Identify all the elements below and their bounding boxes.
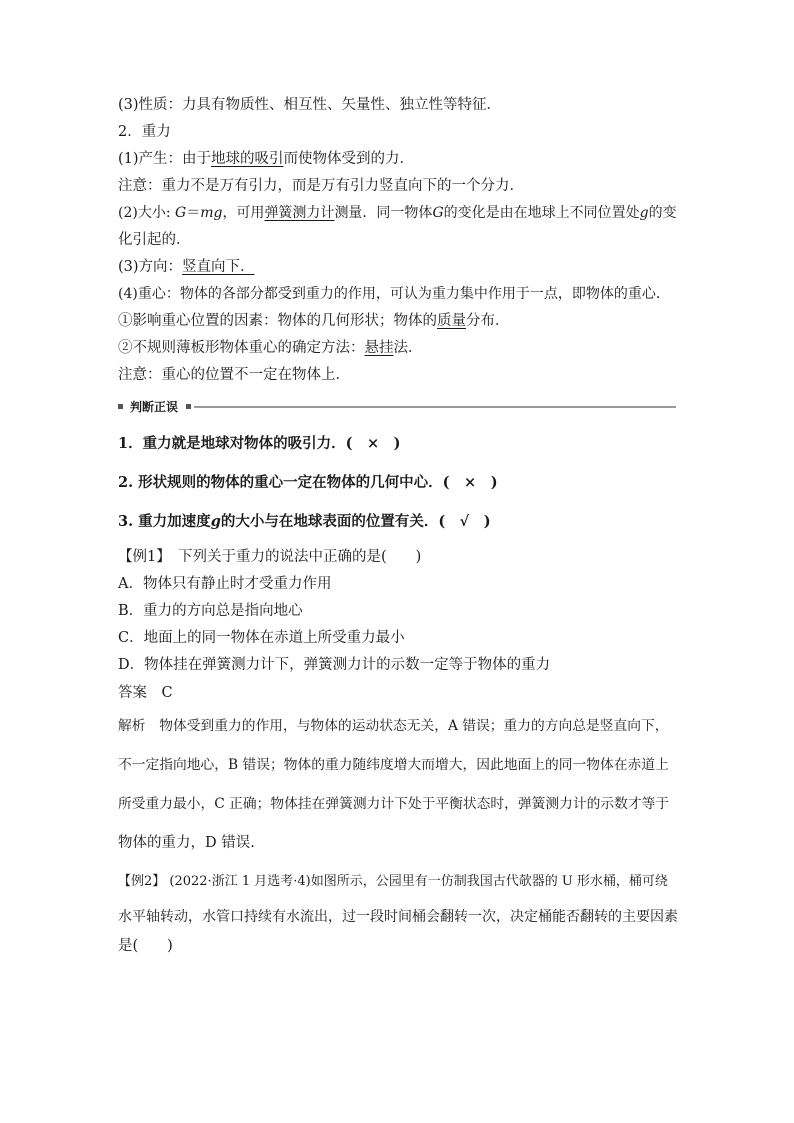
example-2-line-2: 水平轴转动，水管口持续有水流出，过一段时间桶会翻转一次，决定桶能否翻转的主要因素 xyxy=(118,909,678,925)
divider-square-left-icon xyxy=(118,404,123,409)
center-line: (4)重心：物体的各部分都受到重力的作用，可认为重力集中作用于一点，即物体的重心． xyxy=(118,286,670,302)
factor-underline: 质量 xyxy=(437,313,466,329)
judge-item-3-suffix: 的大小与在地球表面的位置有关．( √ ) xyxy=(220,513,491,530)
formula-G: G xyxy=(175,205,187,221)
direction-line xyxy=(118,257,255,277)
size-g: g xyxy=(639,205,649,221)
size-line-2: 化引起的． xyxy=(118,232,191,248)
factor-suffix: 分布． xyxy=(466,313,510,329)
judge-item-3 xyxy=(118,512,491,532)
size-G: G xyxy=(432,205,444,221)
size-prefix: (2)大小: xyxy=(118,205,175,221)
size-mid: ，可用 xyxy=(222,205,265,221)
example-2-line-1: 【例2】 (2022·浙江 1 月选考·4)如图所示，公园里有一仿制我国古代欹器的 U 形水桶，桶可绕 xyxy=(118,874,668,889)
example-1-analysis-line-2: 不一定指向地心，B 错误；物体的重力随纬度增大而增大，因此地面上的同一物体在赤道上 xyxy=(118,757,669,773)
method-suffix: 法． xyxy=(393,340,423,356)
gravity-heading: 2．重力 xyxy=(118,124,171,140)
size-end: 的变 xyxy=(648,205,677,221)
method-line xyxy=(118,338,423,358)
factor-line xyxy=(118,311,510,331)
formula-mg: mg xyxy=(200,205,223,221)
method-prefix: ②不规则薄板形物体重心的确定方法： xyxy=(118,340,365,356)
note-1: 注意：重力不是万有引力，而是万有引力竖直向下的一个分力． xyxy=(118,178,524,194)
produce-suffix: 而使物体受到的力． xyxy=(283,151,415,167)
produce-line xyxy=(118,149,414,169)
example-1-question: 【例1】 下列关于重力的说法中正确的是( ) xyxy=(118,549,422,565)
example-1-answer: 答案 C xyxy=(118,685,173,701)
judge-item-2: 2. 形状规则的物体的重心一定在物体的几何中心．( × ) xyxy=(118,474,498,491)
example-1-analysis-line-3: 所受重力最小，C 正确；物体挂在弹簧测力计下处于平衡状态时，弹簧测力计的示数才等于 xyxy=(118,796,670,812)
direction-underline: 竖直向下． xyxy=(182,259,255,275)
direction-prefix: (3)方向： xyxy=(118,259,183,275)
judge-section-divider xyxy=(118,399,676,415)
example-2-line-3: 是( ) xyxy=(118,938,173,954)
example-1-analysis-line-1: 解析 物体受到重力的作用，与物体的运动状态无关，A 错误；重力的方向总是竖直向下， xyxy=(118,718,669,734)
example-1-option-c: C．地面上的同一物体在赤道上所受重力最小 xyxy=(118,630,405,646)
judge-item-1: 1．重力就是地球对物体的吸引力．( × ) xyxy=(118,435,401,452)
divider-rule xyxy=(194,406,676,408)
example-1-option-b: B．重力的方向总是指向地心 xyxy=(118,603,303,619)
factor-prefix: ①影响重心位置的因素：物体的几何形状；物体的 xyxy=(118,313,437,329)
size-line xyxy=(118,203,677,223)
example-1-option-d: D．物体挂在弹簧测力计下，弹簧测力计的示数一定等于物体的重力 xyxy=(118,657,551,673)
size-mid2: 测量．同一物体 xyxy=(334,205,433,221)
produce-prefix: (1)产生：由于 xyxy=(118,151,212,167)
example-1-analysis-line-4: 物体的重力，D 错误. xyxy=(118,835,255,851)
property-line: (3)性质：力具有物质性、相互性、矢量性、独立性等特征． xyxy=(118,97,502,113)
size-mid3: 的变化是由在地球上不同位置处 xyxy=(443,205,640,221)
method-underline: 悬挂 xyxy=(364,340,394,356)
divider-square-right-icon xyxy=(186,404,191,409)
judge-item-3-g: g xyxy=(210,513,221,530)
example-1-option-a: A．物体只有静止时才受重力作用 xyxy=(118,576,332,592)
judge-title: 判断正误 xyxy=(130,400,179,414)
size-underline: 弹簧测力计 xyxy=(264,205,335,221)
note-2: 注意：重心的位置不一定在物体上． xyxy=(118,367,350,383)
formula-eq: ＝ xyxy=(186,205,201,221)
produce-underline: 地球的吸引 xyxy=(211,151,284,167)
judge-item-3-prefix: 3. 重力加速度 xyxy=(118,513,211,530)
